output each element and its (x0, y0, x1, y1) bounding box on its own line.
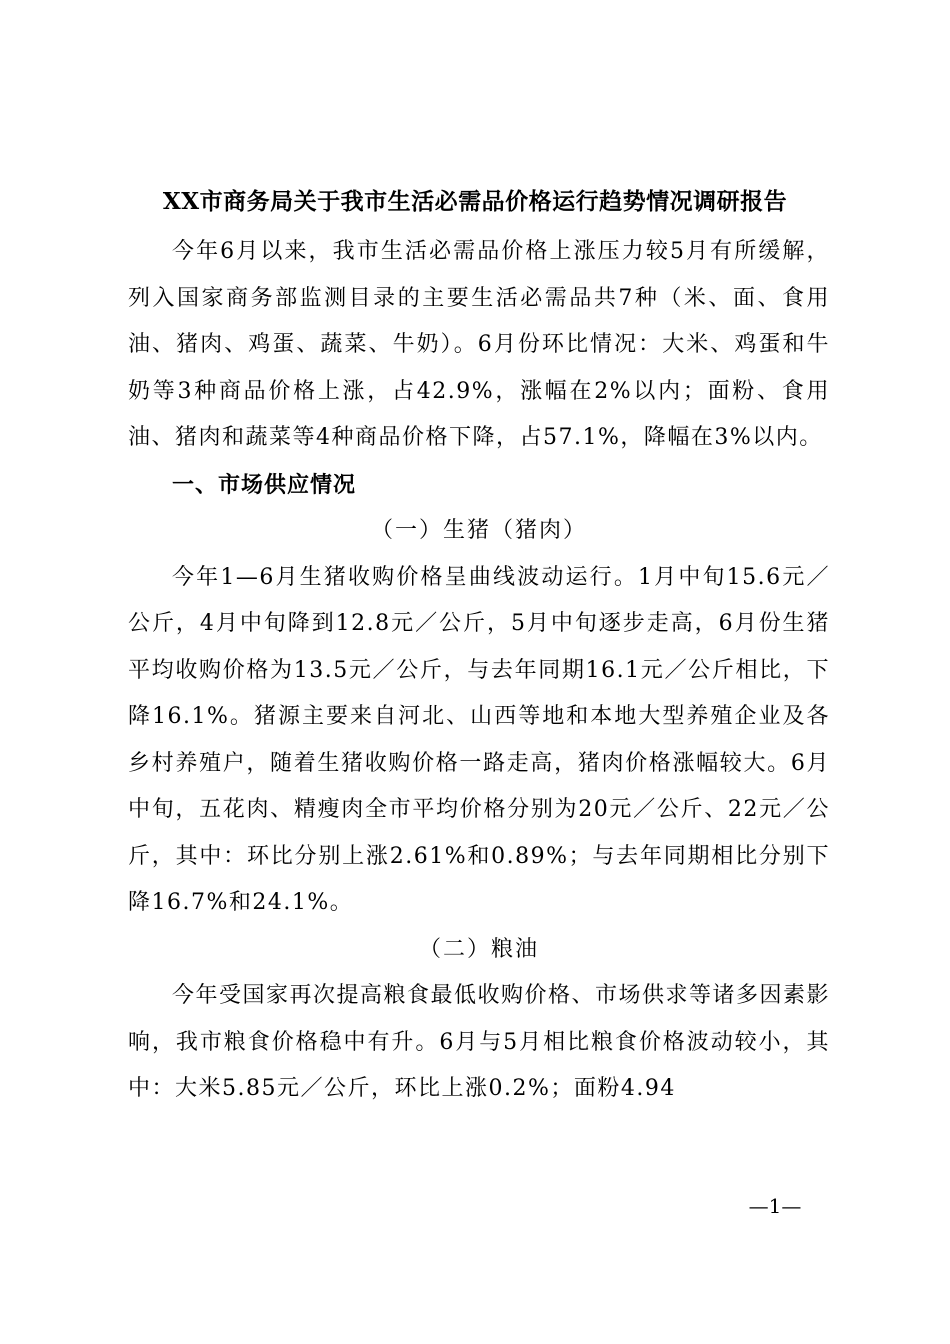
intro-paragraph: 今年6月以来，我市生活必需品价格上涨压力较5月有所缓解，列入国家商务部监测目录的主要生活必需品共7种（米、面、食用油、猪肉、鸡蛋、蔬菜、牛奶）。6月份环比情况：大米、鸡蛋和牛奶等3种商品价格上涨，占42.9%，涨幅在2%以内；面粉、食用油、猪肉和蔬菜等4种商品价格下降，占57.1%，降幅在3%以内。 (128, 239, 830, 450)
page-number: —1— (748, 1194, 802, 1218)
document-body (128, 229, 830, 1113)
grain-oil-paragraph: 今年受国家再次提高粮食最低收购价格、市场供求等诸多因素影响，我市粮食价格稳中有升。6月与5月相比粮食价格波动较小，其中：大米5.85元／公斤，环比上涨0.2%；面粉4.94 (128, 983, 831, 1101)
section-heading-market-supply: 一、市场供应情况 (172, 471, 357, 498)
pork-paragraph: 今年1—6月生猪收购价格呈曲线波动运行。1月中旬15.6元／公斤，4月中旬降到12.8元／公斤，5月中旬逐步走高，6月份生猪平均收购价格为13.5元／公斤，与去年同期16.1元／公斤相比，下降16.1%。猪源主要来自河北、山西等地和本地大型养殖企业及各乡村养殖户，随着生猪收购价格一路走高，猪肉价格涨幅较大。6月中旬，五花肉、精瘦肉全市平均价格分别为20元／公斤、22元／公斤，其中：环比分别上涨2.61%和0.89%；与去年同期相比分别下降16.7%和24.1%。 (128, 564, 830, 915)
subsection-heading-pork: （一）生猪（猪肉） (370, 518, 587, 543)
document-title: XX市商务局关于我市生活必需品价格运行趋势情况调研报告 (162, 188, 788, 215)
subsection-heading-grain-oil: （二）粮油 (418, 936, 539, 962)
